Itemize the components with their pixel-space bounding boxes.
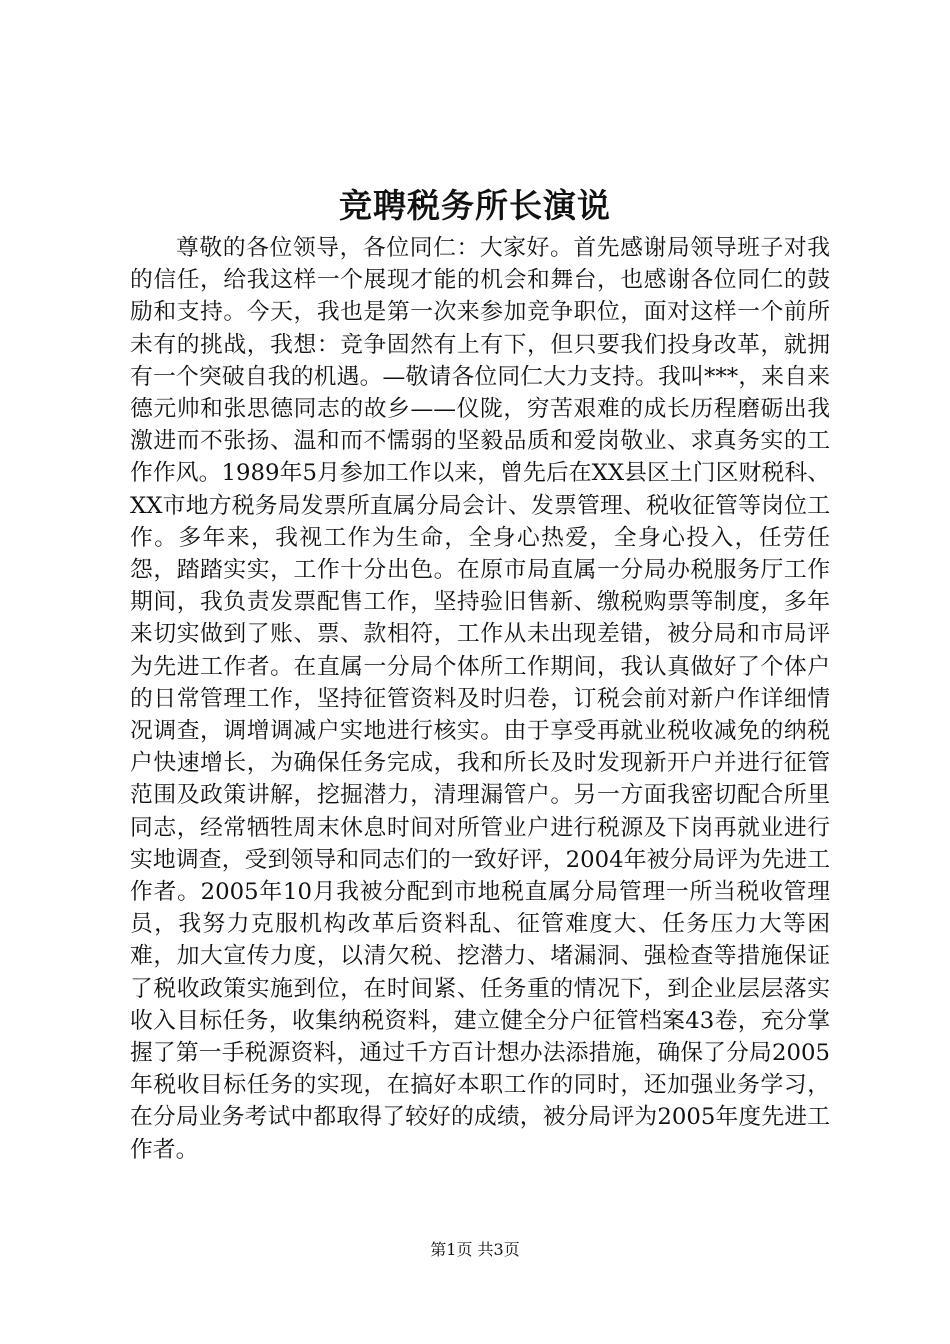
- document-title: 竞聘税务所长演说: [339, 186, 611, 225]
- document-body-paragraph: 尊敬的各位领导，各位同仁：大家好。首先感谢局领导班子对我的信任，给我这样一个展现才能的机会和舞台，也感谢各位同仁的鼓励和支持。今天，我也是第一次来参加竞争职位，面对这样一个前所未有的挑战，我想：竞争固然有上有下，但只要我们投身改革，就拥有一个突破自我的机遇。—敬请各位同仁大力支持。我叫***，来自来德元帅和张思德同志的故乡——仪陇，穷苦艰难的成长历程磨砺出我激进而不张扬、温和而不懦弱的坚毅品质和爱岗敬业、求真务实的工作作风。1989年5月参加工作以来，曾先后在XX县区土门区财税科、XX市地方税务局发票所直属分局会计、发票管理、税收征管等岗位工作。多年来，我视工作为生命，全身心热爱，全身心投入，任劳任怨，踏踏实实，工作十分出色。在原市局直属一分局办税服务厅工作期间，我负责发票配售工作，坚持验旧售新、缴税购票等制度，多年来切实做到了账、票、款相符，工作从未出现差错，被分局和市局评为先进工作者。在直属一分局个体所工作期间，我认真做好了个体户的日常管理工作，坚持征管资料及时归卷，订税会前对新户作详细情况调查，调增调减户实地进行核实。由于享受再就业税收减免的纳税户快速增长，为确保任务完成，我和所长及时发现新开户并进行征管范围及政策讲解，挖掘潜力，清理漏管户。另一方面我密切配合所里同志，经常牺牲周末休息时间对所管业户进行税源及下岗再就业进行实地调查，受到领导和同志们的一致好评，2004年被分局评为先进工作者。2005年10月我被分配到市地税直属分局管理一所当税收管理员，我努力克服机构改革后资料乱、征管难度大、任务压力大等困难，加大宣传力度，以清欠税、挖潜力、堵漏洞、强检查等措施保证了税收政策实施到位，在时间紧、任务重的情况下，到企业层层落实收入目标任务，收集纳税资料，建立健全分户征管档案43卷，充分掌握了第一手税源资料，通过千方百计想办法添措施，确保了分局2005年税收目标任务的实现，在搞好本职工作的同时，还加强业务学习，在分局业务考试中都取得了较好的成绩，被分局评为2005年度先进工作者。: [130, 235, 830, 1163]
- page-footer: 第1页 共3页: [430, 1240, 520, 1259]
